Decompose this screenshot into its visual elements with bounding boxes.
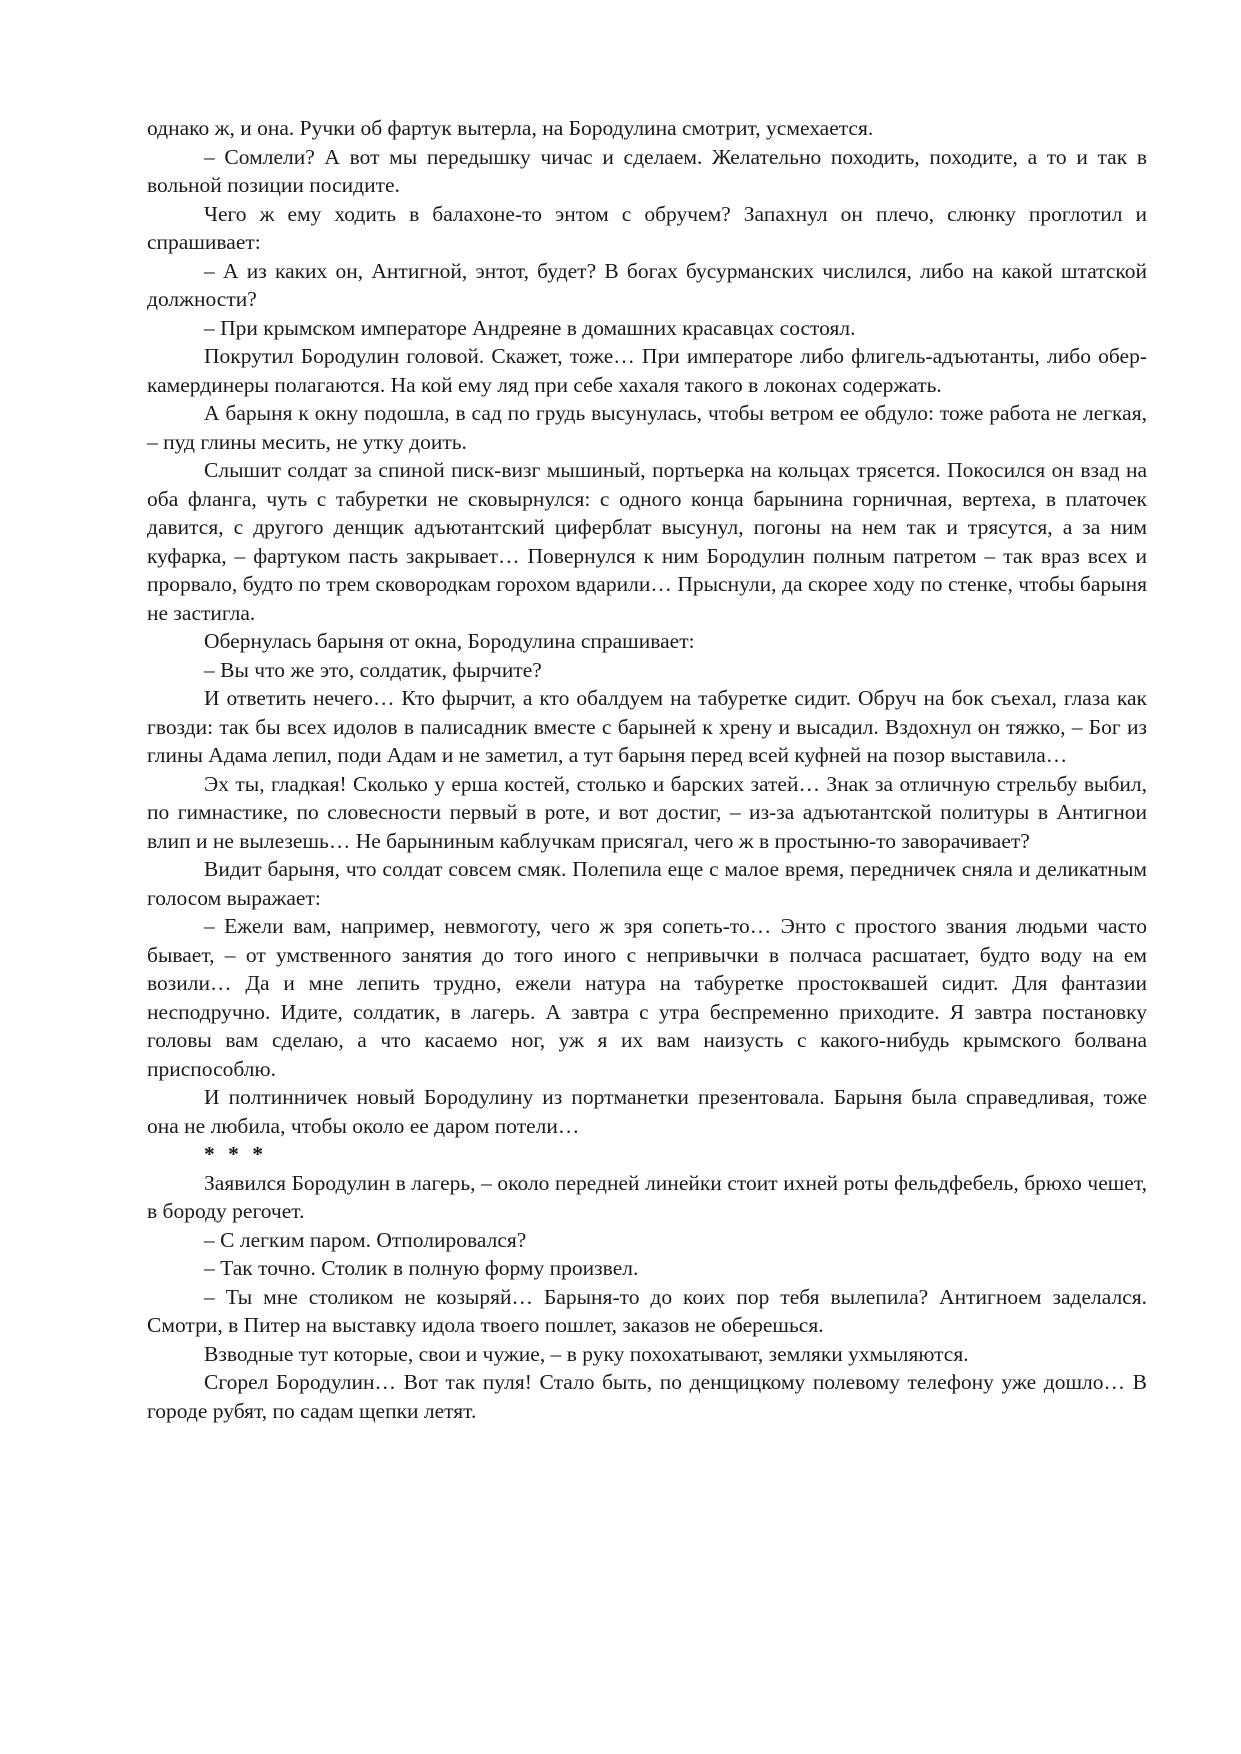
paragraph: И полтинничек новый Бородулину из портманетки презентовала. Барыня была справедливая, тоже она не любила, чтобы около ее даром потели… xyxy=(147,1085,1147,1138)
paragraph: – Вы что же это, солдатик, фырчите? xyxy=(204,657,542,682)
paragraph: – С легким паром. Отполировался? xyxy=(204,1227,527,1252)
paragraph: однако ж, и она. Ручки об фартук вытерла, на Бородулина смотрит, усмехается. xyxy=(147,116,874,140)
paragraph: – Ты мне столиком не козыряй… Барыня-то до коих пор тебя вылепила? Антигноем заделался. Смотри, в Питер на выставку идола твоего пошлет, заказов не оберешься. xyxy=(147,1284,1147,1337)
paragraph: Чего ж ему ходить в балахоне-то энтом с обручем? Запахнул он плечо, слюнку проглотил и спрашивает: xyxy=(147,201,1147,254)
paragraph: И ответить нечего… Кто фырчит, а кто обалдуем на табуретке сидит. Обруч на бок съехал, глаза как гвозди: так бы всех идолов в палисадник вместе с барыней к хрену и высадил. Вздохнул он тяжко, – Бог из глины Адама лепил, поди Адам и не заметил, а тут барыня перед всей куфней на позор выставила… xyxy=(147,686,1147,767)
paragraph: Покрутил Бородулин головой. Скажет, тоже… При императоре либо флигель-адъютанты, либо обер-камердинеры полагаются. На кой ему ляд при себе хахаля такого в локонах содержать. xyxy=(147,344,1147,397)
paragraph: – А из каких он, Антигной, энтот, будет? В богах бусурманских числился, либо на какой штатской должности? xyxy=(147,258,1147,311)
paragraph: Сгорел Бородулин… Вот так пуля! Стало быть, по денщицкому полевому телефону уже дошло… В городе рубят, по садам щепки летят. xyxy=(147,1370,1147,1423)
paragraph: Эх ты, гладкая! Сколько у ерша костей, столько и барских затей… Знак за отличную стрельбу выбил, по гимнастике, по словесности первый в роте, и вот достиг, – из-за адъютантской политуры в Антигнои влип и не вылезешь… Не барыниным каблучкам присягал, чего ж в простыню-то заворачивает? xyxy=(147,771,1147,853)
section-divider: * * * xyxy=(204,1142,267,1166)
paragraph: – При крымском императоре Андреяне в домашних красавцах состоял. xyxy=(204,315,856,340)
text-body xyxy=(147,114,1147,1425)
paragraph: Видит барыня, что солдат совсем смяк. Полепила еще с малое время, передничек сняла и деликатным голосом выражает: xyxy=(147,857,1147,910)
paragraph: Заявился Бородулин в лагерь, – около передней линейки стоит ихней роты фельдфебель, брюхо чешет, в бороду регочет. xyxy=(147,1170,1147,1223)
paragraphs-before xyxy=(147,114,1147,1140)
paragraph: Взводные тут которые, свои и чужие, – в руку похохатывают, земляки ухмыляются. xyxy=(204,1341,969,1366)
paragraph: А барыня к окну подошла, в сад по грудь высунулась, чтобы ветром ее обдуло: тоже работа не легкая, – пуд глины месить, не утку доить. xyxy=(147,401,1147,454)
paragraph: Обернулась барыня от окна, Бородулина спрашивает: xyxy=(204,629,695,653)
paragraph: – Так точно. Столик в полную форму произвел. xyxy=(204,1256,639,1280)
paragraphs-after xyxy=(147,1169,1147,1426)
paragraph: Слышит солдат за спиной писк-визг мышиный, портьерка на кольцах трясется. Покосился он взад на оба фланга, чуть с табуретки не сковырнулся: с одного конца барынина горничная, вертеха, в платочек давится, с другого денщик адъютантский циферблат высунул, погоны на нем так и трясутся, а за ним куфарка, – фартуком пасть закрывает… Повернулся к ним Бородулин полным патретом – так враз всех и прорвало, будто по трем сковородкам горохом вдарили… Прыснули, да скорее ходу по стенке, чтобы барыня не застигла. xyxy=(147,458,1147,625)
paragraph: – Сомлели? А вот мы передышку чичас и сделаем. Желательно походить, походите, а то и так в вольной позиции посидите. xyxy=(147,144,1147,197)
paragraph: – Ежели вам, например, невмоготу, чего ж зря сопеть-то… Энто с простого звания людьми часто бывает, – от умственного занятия до того иного с непривычки в полчаса расшатает, будто воду на ем возили… Да и мне лепить трудно, ежели натура на табуретке простоквашей сидит. Для фантазии несподручно. Идите, солдатик, в лагерь. А завтра с утра беспременно приходите. Я завтра постановку головы вам сделаю, а что касаемо ног, уж я их вам наизусть с какого-нибудь крымского болвана приспособлю. xyxy=(147,914,1147,1081)
